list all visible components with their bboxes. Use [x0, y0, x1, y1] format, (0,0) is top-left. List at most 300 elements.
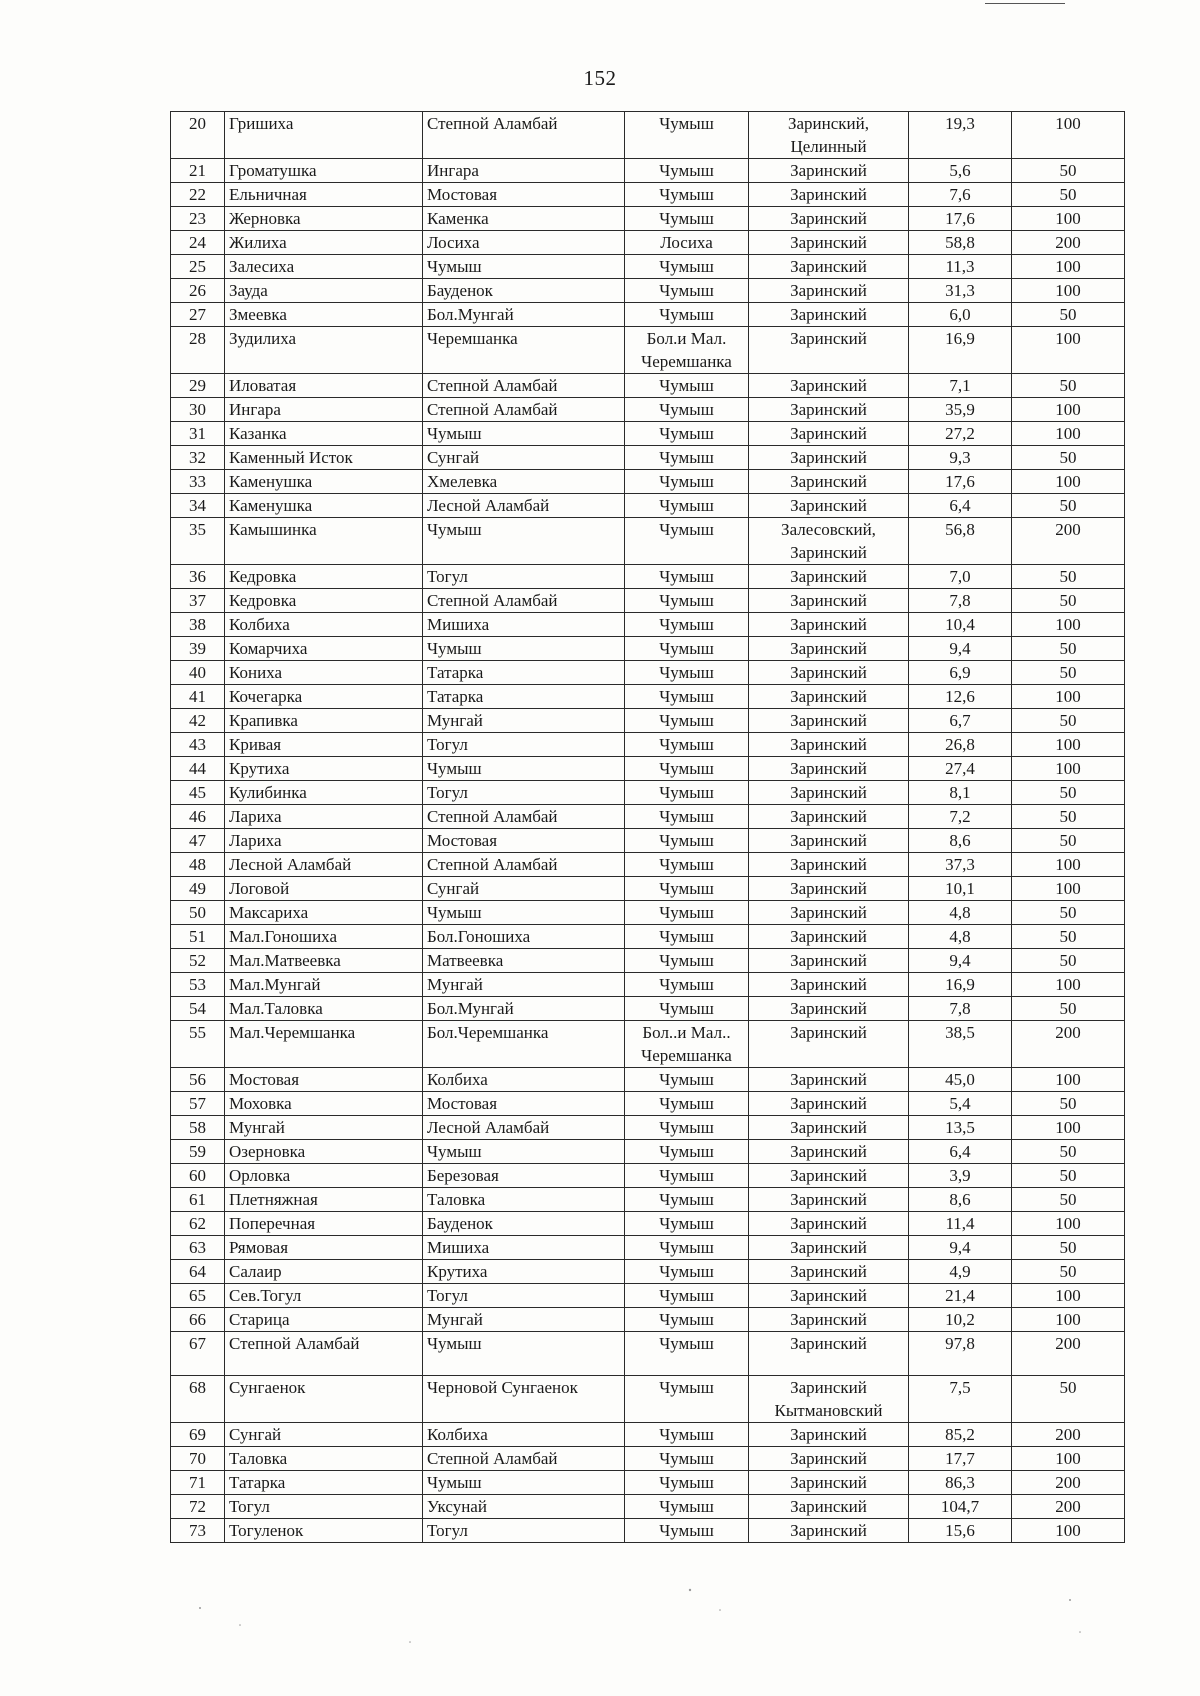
length-km-cell: 6,9 — [909, 661, 1012, 685]
flows-into-cell: Чумыш — [423, 1332, 625, 1376]
flows-into-cell: Чумыш — [423, 901, 625, 925]
length-km-cell: 7,2 — [909, 805, 1012, 829]
flows-into-cell: Тогул — [423, 1284, 625, 1308]
length-km-cell: 26,8 — [909, 733, 1012, 757]
basin-cell: Чумыш — [625, 805, 749, 829]
protection-zone-cell: 100 — [1012, 1284, 1125, 1308]
page-number: 152 — [583, 66, 617, 90]
flows-into-cell: Тогул — [423, 781, 625, 805]
row-number-cell: 50 — [171, 901, 225, 925]
river-name-cell: Салаир — [225, 1260, 423, 1284]
length-km-cell: 58,8 — [909, 231, 1012, 255]
length-km-cell: 9,4 — [909, 637, 1012, 661]
district-cell: Заринский Кытмановский — [749, 1376, 909, 1423]
protection-zone-cell: 100 — [1012, 757, 1125, 781]
basin-cell: Чумыш — [625, 303, 749, 327]
district-cell: Заринский — [749, 1236, 909, 1260]
basin-cell: Чумыш — [625, 949, 749, 973]
table-row — [171, 925, 1125, 949]
flows-into-cell: Бол.Гоношиха — [423, 925, 625, 949]
basin-cell: Чумыш — [625, 589, 749, 613]
length-km-cell: 27,4 — [909, 757, 1012, 781]
river-name-cell: Поперечная — [225, 1212, 423, 1236]
table-row — [171, 949, 1125, 973]
district-cell: Заринский — [749, 183, 909, 207]
table-row — [171, 422, 1125, 446]
district-cell: Заринский — [749, 422, 909, 446]
table-row — [171, 1092, 1125, 1116]
river-name-cell: Каменушка — [225, 470, 423, 494]
district-cell: Заринский — [749, 613, 909, 637]
district-cell: Заринский — [749, 757, 909, 781]
flows-into-cell: Чумыш — [423, 518, 625, 565]
protection-zone-cell: 50 — [1012, 1376, 1125, 1423]
river-name-cell: Мостовая — [225, 1068, 423, 1092]
basin-cell: Чумыш — [625, 1471, 749, 1495]
row-number-cell: 73 — [171, 1519, 225, 1543]
district-cell: Заринский — [749, 925, 909, 949]
row-number-cell: 26 — [171, 279, 225, 303]
table-row — [171, 1164, 1125, 1188]
length-km-cell: 31,3 — [909, 279, 1012, 303]
row-number-cell: 23 — [171, 207, 225, 231]
river-name-cell: Таловка — [225, 1447, 423, 1471]
basin-cell: Чумыш — [625, 1308, 749, 1332]
row-number-cell: 27 — [171, 303, 225, 327]
district-cell: Заринский — [749, 327, 909, 374]
length-km-cell: 11,4 — [909, 1212, 1012, 1236]
row-number-cell: 55 — [171, 1021, 225, 1068]
protection-zone-cell: 50 — [1012, 1236, 1125, 1260]
protection-zone-cell: 200 — [1012, 1495, 1125, 1519]
river-name-cell: Зудилиха — [225, 327, 423, 374]
row-number-cell: 38 — [171, 613, 225, 637]
flows-into-cell: Степной Аламбай — [423, 398, 625, 422]
district-cell: Заринский — [749, 1284, 909, 1308]
river-name-cell: Громатушка — [225, 159, 423, 183]
flows-into-cell: Чумыш — [423, 422, 625, 446]
row-number-cell: 33 — [171, 470, 225, 494]
protection-zone-cell: 100 — [1012, 207, 1125, 231]
river-name-cell: Лариха — [225, 829, 423, 853]
table-row — [171, 1519, 1125, 1543]
basin-cell: Чумыш — [625, 1212, 749, 1236]
flows-into-cell: Черновой Сунгаенок — [423, 1376, 625, 1423]
row-number-cell: 58 — [171, 1116, 225, 1140]
length-km-cell: 97,8 — [909, 1332, 1012, 1376]
protection-zone-cell: 100 — [1012, 255, 1125, 279]
flows-into-cell: Мунгай — [423, 1308, 625, 1332]
length-km-cell: 16,9 — [909, 327, 1012, 374]
row-number-cell: 45 — [171, 781, 225, 805]
length-km-cell: 37,3 — [909, 853, 1012, 877]
district-cell: Заринский, Целинный — [749, 112, 909, 159]
flows-into-cell: Мостовая — [423, 183, 625, 207]
row-number-cell: 67 — [171, 1332, 225, 1376]
basin-cell: Чумыш — [625, 829, 749, 853]
river-name-cell: Кедровка — [225, 565, 423, 589]
table-row — [171, 1260, 1125, 1284]
flows-into-cell: Сунгай — [423, 446, 625, 470]
basin-cell: Чумыш — [625, 973, 749, 997]
table-row — [171, 661, 1125, 685]
length-km-cell: 7,6 — [909, 183, 1012, 207]
table-row — [171, 877, 1125, 901]
row-number-cell: 47 — [171, 829, 225, 853]
row-number-cell: 20 — [171, 112, 225, 159]
district-cell: Заринский — [749, 1021, 909, 1068]
row-number-cell: 60 — [171, 1164, 225, 1188]
district-cell: Заринский — [749, 1332, 909, 1376]
basin-cell: Чумыш — [625, 781, 749, 805]
table-row — [171, 112, 1125, 159]
length-km-cell: 8,1 — [909, 781, 1012, 805]
basin-cell: Чумыш — [625, 1188, 749, 1212]
protection-zone-cell: 100 — [1012, 613, 1125, 637]
basin-cell: Чумыш — [625, 1284, 749, 1308]
district-cell: Заринский — [749, 565, 909, 589]
river-name-cell: Татарка — [225, 1471, 423, 1495]
protection-zone-cell: 100 — [1012, 327, 1125, 374]
row-number-cell: 61 — [171, 1188, 225, 1212]
row-number-cell: 62 — [171, 1212, 225, 1236]
table-row — [171, 1116, 1125, 1140]
district-cell: Заринский — [749, 709, 909, 733]
river-name-cell: Степной Аламбай — [225, 1332, 423, 1376]
flows-into-cell: Лесной Аламбай — [423, 494, 625, 518]
district-cell: Заринский — [749, 661, 909, 685]
length-km-cell: 7,8 — [909, 997, 1012, 1021]
district-cell: Заринский — [749, 231, 909, 255]
table-row — [171, 805, 1125, 829]
protection-zone-cell: 100 — [1012, 685, 1125, 709]
protection-zone-cell: 100 — [1012, 279, 1125, 303]
table-row — [171, 1376, 1125, 1423]
district-cell: Заринский — [749, 1308, 909, 1332]
rivers-table-body — [171, 112, 1125, 1543]
top-edge-mark — [985, 3, 1065, 6]
river-name-cell: Лариха — [225, 805, 423, 829]
length-km-cell: 6,7 — [909, 709, 1012, 733]
basin-cell: Чумыш — [625, 1376, 749, 1423]
district-cell: Заринский — [749, 255, 909, 279]
river-name-cell: Орловка — [225, 1164, 423, 1188]
flows-into-cell: Колбиха — [423, 1068, 625, 1092]
protection-zone-cell: 50 — [1012, 709, 1125, 733]
protection-zone-cell: 50 — [1012, 1164, 1125, 1188]
table-row — [171, 781, 1125, 805]
basin-cell: Чумыш — [625, 877, 749, 901]
river-name-cell: Каменушка — [225, 494, 423, 518]
district-cell: Заринский — [749, 1471, 909, 1495]
protection-zone-cell: 100 — [1012, 853, 1125, 877]
flows-into-cell: Хмелевка — [423, 470, 625, 494]
district-cell: Заринский — [749, 1140, 909, 1164]
protection-zone-cell: 50 — [1012, 565, 1125, 589]
length-km-cell: 4,8 — [909, 925, 1012, 949]
protection-zone-cell: 50 — [1012, 901, 1125, 925]
district-cell: Заринский — [749, 829, 909, 853]
length-km-cell: 5,4 — [909, 1092, 1012, 1116]
protection-zone-cell: 100 — [1012, 1519, 1125, 1543]
row-number-cell: 64 — [171, 1260, 225, 1284]
district-cell: Заринский — [749, 1116, 909, 1140]
protection-zone-cell: 50 — [1012, 637, 1125, 661]
row-number-cell: 65 — [171, 1284, 225, 1308]
basin-cell: Чумыш — [625, 661, 749, 685]
table-row — [171, 446, 1125, 470]
basin-cell: Чумыш — [625, 1447, 749, 1471]
river-name-cell: Кедровка — [225, 589, 423, 613]
basin-cell: Чумыш — [625, 518, 749, 565]
river-name-cell: Максариха — [225, 901, 423, 925]
flows-into-cell: Черемшанка — [423, 327, 625, 374]
river-name-cell: Мал.Таловка — [225, 997, 423, 1021]
basin-cell: Чумыш — [625, 925, 749, 949]
length-km-cell: 86,3 — [909, 1471, 1012, 1495]
table-row — [171, 327, 1125, 374]
flows-into-cell: Степной Аламбай — [423, 112, 625, 159]
row-number-cell: 43 — [171, 733, 225, 757]
length-km-cell: 10,2 — [909, 1308, 1012, 1332]
row-number-cell: 59 — [171, 1140, 225, 1164]
length-km-cell: 56,8 — [909, 518, 1012, 565]
river-name-cell: Жилиха — [225, 231, 423, 255]
river-name-cell: Крутиха — [225, 757, 423, 781]
basin-cell: Чумыш — [625, 613, 749, 637]
row-number-cell: 72 — [171, 1495, 225, 1519]
table-row — [171, 1471, 1125, 1495]
table-row — [171, 1140, 1125, 1164]
river-name-cell: Озерновка — [225, 1140, 423, 1164]
flows-into-cell: Тогул — [423, 565, 625, 589]
district-cell: Заринский — [749, 1164, 909, 1188]
river-name-cell: Камышинка — [225, 518, 423, 565]
table-row — [171, 494, 1125, 518]
row-number-cell: 35 — [171, 518, 225, 565]
river-name-cell: Тогуленок — [225, 1519, 423, 1543]
length-km-cell: 45,0 — [909, 1068, 1012, 1092]
protection-zone-cell: 100 — [1012, 398, 1125, 422]
river-name-cell: Каменный Исток — [225, 446, 423, 470]
length-km-cell: 16,9 — [909, 973, 1012, 997]
flows-into-cell: Мунгай — [423, 709, 625, 733]
protection-zone-cell: 50 — [1012, 1092, 1125, 1116]
district-cell: Заринский — [749, 949, 909, 973]
district-cell: Заринский — [749, 1188, 909, 1212]
length-km-cell: 19,3 — [909, 112, 1012, 159]
length-km-cell: 17,7 — [909, 1447, 1012, 1471]
basin-cell: Чумыш — [625, 446, 749, 470]
table-row — [171, 685, 1125, 709]
length-km-cell: 35,9 — [909, 398, 1012, 422]
river-name-cell: Кониха — [225, 661, 423, 685]
flows-into-cell: Лесной Аламбай — [423, 1116, 625, 1140]
row-number-cell: 34 — [171, 494, 225, 518]
row-number-cell: 66 — [171, 1308, 225, 1332]
table-row — [171, 589, 1125, 613]
flows-into-cell: Мостовая — [423, 1092, 625, 1116]
table-row — [171, 637, 1125, 661]
basin-cell: Чумыш — [625, 1260, 749, 1284]
river-name-cell: Логовой — [225, 877, 423, 901]
length-km-cell: 17,6 — [909, 470, 1012, 494]
basin-cell: Чумыш — [625, 159, 749, 183]
row-number-cell: 42 — [171, 709, 225, 733]
table-row — [171, 1068, 1125, 1092]
row-number-cell: 53 — [171, 973, 225, 997]
basin-cell: Чумыш — [625, 1092, 749, 1116]
flows-into-cell: Степной Аламбай — [423, 374, 625, 398]
length-km-cell: 6,4 — [909, 1140, 1012, 1164]
river-name-cell: Мал.Гоношиха — [225, 925, 423, 949]
flows-into-cell: Мишиха — [423, 1236, 625, 1260]
flows-into-cell: Татарка — [423, 685, 625, 709]
river-name-cell: Ингара — [225, 398, 423, 422]
protection-zone-cell: 100 — [1012, 1308, 1125, 1332]
river-name-cell: Моховка — [225, 1092, 423, 1116]
protection-zone-cell: 50 — [1012, 374, 1125, 398]
row-number-cell: 71 — [171, 1471, 225, 1495]
length-km-cell: 3,9 — [909, 1164, 1012, 1188]
flows-into-cell: Степной Аламбай — [423, 589, 625, 613]
table-row — [171, 829, 1125, 853]
river-name-cell: Сунгаенок — [225, 1376, 423, 1423]
district-cell: Заринский — [749, 1212, 909, 1236]
district-cell: Заринский — [749, 1260, 909, 1284]
basin-cell: Чумыш — [625, 685, 749, 709]
row-number-cell: 48 — [171, 853, 225, 877]
row-number-cell: 54 — [171, 997, 225, 1021]
district-cell: Заринский — [749, 1519, 909, 1543]
river-name-cell: Мунгай — [225, 1116, 423, 1140]
table-row — [171, 374, 1125, 398]
basin-cell: Чумыш — [625, 757, 749, 781]
basin-cell: Чумыш — [625, 709, 749, 733]
basin-cell: Чумыш — [625, 183, 749, 207]
basin-cell: Чумыш — [625, 1140, 749, 1164]
length-km-cell: 38,5 — [909, 1021, 1012, 1068]
protection-zone-cell: 50 — [1012, 805, 1125, 829]
length-km-cell: 9,3 — [909, 446, 1012, 470]
basin-cell: Чумыш — [625, 1164, 749, 1188]
table-row — [171, 470, 1125, 494]
river-name-cell: Иловатая — [225, 374, 423, 398]
table-row — [171, 1308, 1125, 1332]
length-km-cell: 104,7 — [909, 1495, 1012, 1519]
basin-cell: Чумыш — [625, 470, 749, 494]
district-cell: Заринский — [749, 877, 909, 901]
district-cell: Заринский — [749, 1495, 909, 1519]
flows-into-cell: Бол.Мунгай — [423, 997, 625, 1021]
row-number-cell: 51 — [171, 925, 225, 949]
table-row — [171, 565, 1125, 589]
row-number-cell: 70 — [171, 1447, 225, 1471]
protection-zone-cell: 100 — [1012, 1447, 1125, 1471]
district-cell: Заринский — [749, 901, 909, 925]
table-row — [171, 159, 1125, 183]
protection-zone-cell: 100 — [1012, 470, 1125, 494]
table-row — [171, 1021, 1125, 1068]
row-number-cell: 39 — [171, 637, 225, 661]
rivers-table — [170, 111, 1125, 1543]
row-number-cell: 32 — [171, 446, 225, 470]
basin-cell: Чумыш — [625, 853, 749, 877]
flows-into-cell: Бауденок — [423, 1212, 625, 1236]
basin-cell: Чумыш — [625, 637, 749, 661]
flows-into-cell: Бауденок — [423, 279, 625, 303]
district-cell: Заринский — [749, 470, 909, 494]
table-row — [171, 1332, 1125, 1376]
protection-zone-cell: 50 — [1012, 1188, 1125, 1212]
river-name-cell: Жерновка — [225, 207, 423, 231]
river-name-cell: Комарчиха — [225, 637, 423, 661]
flows-into-cell: Чумыш — [423, 637, 625, 661]
district-cell: Заринский — [749, 494, 909, 518]
flows-into-cell: Уксунай — [423, 1495, 625, 1519]
table-row — [171, 231, 1125, 255]
table-row — [171, 1236, 1125, 1260]
basin-cell: Чумыш — [625, 1068, 749, 1092]
flows-into-cell: Мишиха — [423, 613, 625, 637]
river-name-cell: Сев.Тогул — [225, 1284, 423, 1308]
river-name-cell: Гришиха — [225, 112, 423, 159]
district-cell: Заринский — [749, 781, 909, 805]
table-row — [171, 1212, 1125, 1236]
protection-zone-cell: 100 — [1012, 877, 1125, 901]
river-name-cell: Тогул — [225, 1495, 423, 1519]
table-row — [171, 183, 1125, 207]
table-row — [171, 279, 1125, 303]
protection-zone-cell: 50 — [1012, 1260, 1125, 1284]
flows-into-cell: Сунгай — [423, 877, 625, 901]
flows-into-cell: Тогул — [423, 733, 625, 757]
length-km-cell: 8,6 — [909, 1188, 1012, 1212]
row-number-cell: 41 — [171, 685, 225, 709]
basin-cell: Чумыш — [625, 422, 749, 446]
district-cell: Заринский — [749, 589, 909, 613]
district-cell: Заринский — [749, 279, 909, 303]
table-row — [171, 901, 1125, 925]
table-row — [171, 853, 1125, 877]
length-km-cell: 7,8 — [909, 589, 1012, 613]
table-row — [171, 997, 1125, 1021]
row-number-cell: 31 — [171, 422, 225, 446]
flows-into-cell: Тогул — [423, 1519, 625, 1543]
district-cell: Заринский — [749, 805, 909, 829]
table-row — [171, 303, 1125, 327]
protection-zone-cell: 50 — [1012, 303, 1125, 327]
flows-into-cell: Чумыш — [423, 1471, 625, 1495]
length-km-cell: 17,6 — [909, 207, 1012, 231]
river-name-cell: Лесной Аламбай — [225, 853, 423, 877]
river-name-cell: Ельничная — [225, 183, 423, 207]
protection-zone-cell: 50 — [1012, 494, 1125, 518]
row-number-cell: 30 — [171, 398, 225, 422]
district-cell: Заринский — [749, 637, 909, 661]
flows-into-cell: Ингара — [423, 159, 625, 183]
protection-zone-cell: 200 — [1012, 1332, 1125, 1376]
protection-zone-cell: 100 — [1012, 422, 1125, 446]
flows-into-cell: Таловка — [423, 1188, 625, 1212]
protection-zone-cell: 200 — [1012, 1471, 1125, 1495]
length-km-cell: 11,3 — [909, 255, 1012, 279]
table-row — [171, 255, 1125, 279]
protection-zone-cell: 200 — [1012, 1423, 1125, 1447]
protection-zone-cell: 100 — [1012, 1068, 1125, 1092]
basin-cell: Чумыш — [625, 207, 749, 231]
river-name-cell: Плетняжная — [225, 1188, 423, 1212]
